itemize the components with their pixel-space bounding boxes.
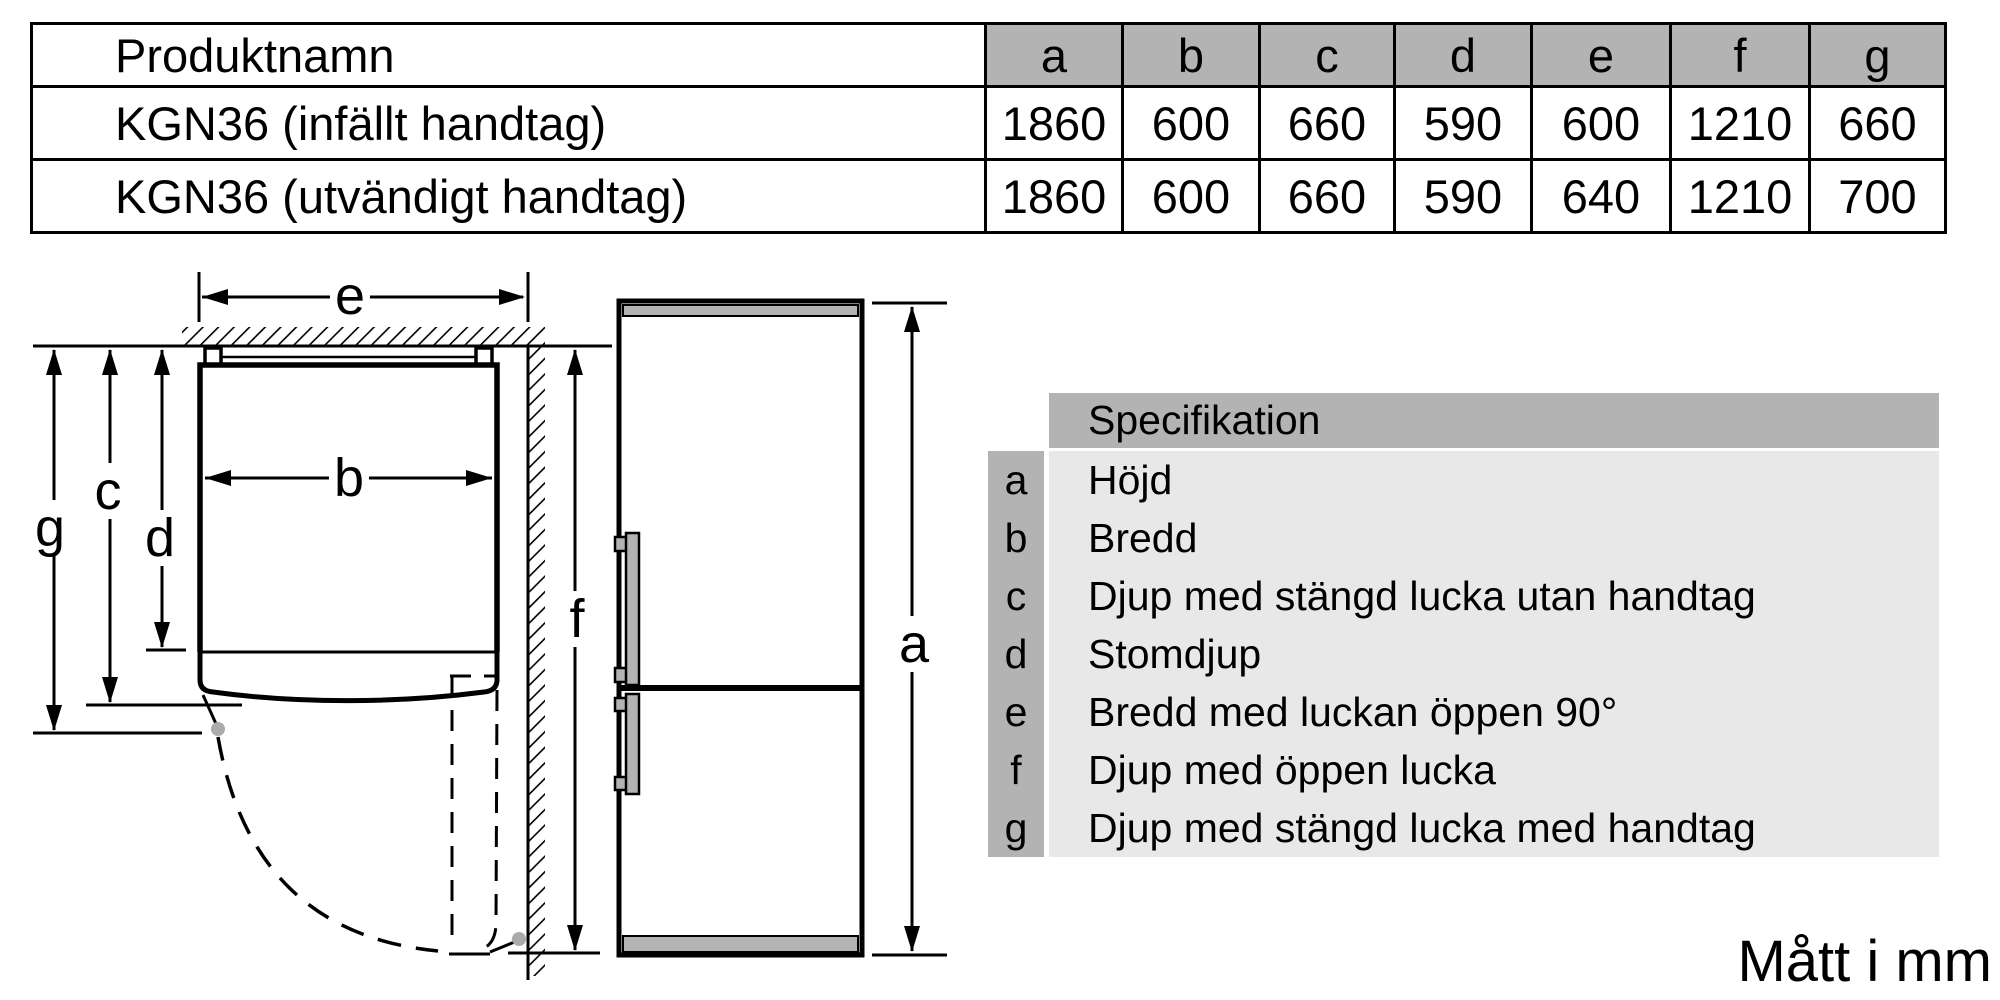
specification-key-column [988, 451, 1044, 857]
value-cell: 600 [1123, 87, 1260, 160]
value-cell: 1860 [986, 160, 1123, 233]
value-cell: 590 [1395, 160, 1532, 233]
column-header-c: c [1260, 24, 1395, 87]
dim-label-b: b [329, 450, 369, 506]
dim-f [508, 346, 612, 953]
product-dimension-table [30, 22, 1947, 234]
column-header-g: g [1810, 24, 1946, 87]
spec-description: Stomdjup [1088, 631, 1262, 677]
column-header-e: e [1532, 24, 1671, 87]
value-cell: 1210 [1671, 160, 1810, 233]
value-cell: 660 [1260, 87, 1395, 160]
value-cell: 600 [1123, 160, 1260, 233]
spec-description: Djup med öppen lucka [1088, 747, 1496, 793]
spec-key: b [1004, 515, 1028, 561]
spec-description: Djup med stängd lucka med handtag [1088, 805, 1756, 851]
hinge-pivot-closed [211, 722, 225, 736]
dim-label-e: e [330, 268, 370, 324]
column-header-b: b [1123, 24, 1260, 87]
product-name: KGN36 (infällt handtag) [32, 87, 986, 160]
value-cell: 700 [1810, 160, 1946, 233]
spec-description: Bredd [1088, 515, 1198, 561]
value-cell: 600 [1532, 87, 1671, 160]
dim-label-g: g [30, 500, 70, 556]
units-note: Mått i mm [1737, 929, 1992, 994]
hinge-pivot-open [512, 932, 526, 946]
specification-descriptions [1049, 451, 1939, 857]
specification-title: Specifikation [1049, 393, 1939, 448]
column-header-f: f [1671, 24, 1810, 87]
dim-label-f: f [564, 591, 589, 647]
value-cell: 660 [1260, 160, 1395, 233]
specification-table [988, 393, 1939, 859]
spec-description: Höjd [1088, 457, 1173, 503]
dim-d [146, 349, 186, 650]
dim-label-a: a [894, 616, 934, 672]
spec-key: f [1010, 747, 1022, 793]
table-row [32, 160, 1946, 233]
value-cell: 1860 [986, 87, 1123, 160]
fridge-outline [619, 301, 862, 955]
spec-key: g [1004, 805, 1028, 851]
door-swing-arc [218, 737, 438, 951]
table-row [32, 87, 1946, 160]
door-open-dashed [218, 676, 526, 954]
column-header-a: a [986, 24, 1123, 87]
spec-key: a [1004, 457, 1028, 503]
spec-key: e [1004, 689, 1028, 735]
value-cell: 660 [1810, 87, 1946, 160]
dim-label-c: c [90, 463, 127, 519]
table-header-row [32, 24, 1946, 87]
plan-view [33, 272, 612, 980]
dim-label-d: d [140, 510, 180, 566]
product-name: KGN36 (utvändigt handtag) [32, 160, 986, 233]
column-header-produktnamn: Produktnamn [32, 24, 986, 87]
value-cell: 590 [1395, 87, 1532, 160]
fridge-plinth [623, 936, 858, 952]
spec-key: d [1004, 631, 1028, 677]
spec-key: c [1005, 573, 1027, 619]
value-cell: 640 [1532, 160, 1671, 233]
value-cell: 1210 [1671, 87, 1810, 160]
fridge-top-band [623, 305, 858, 316]
spec-description: Bredd med luckan öppen 90° [1088, 689, 1618, 735]
spec-description: Djup med stängd lucka utan handtag [1088, 573, 1756, 619]
column-header-d: d [1395, 24, 1532, 87]
